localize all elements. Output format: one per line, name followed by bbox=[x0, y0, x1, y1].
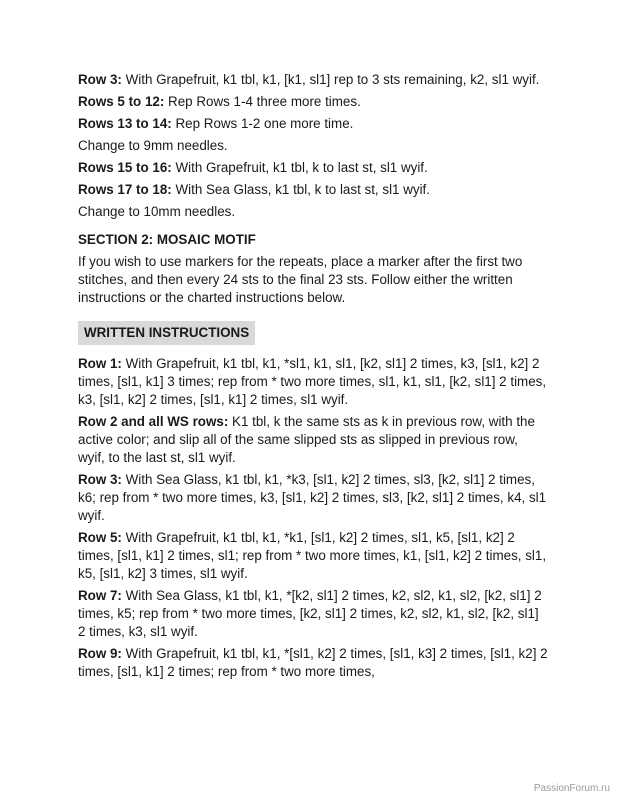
row-7: Row 7: With Sea Glass, k1 tbl, k1, *[k2, sl1] 2 times, k2, sl2, k1, sl2, [k2, sl1] 2 times, k5; rep from * two more times, [k2, sl1] 2 times, k2, sl2, k1, sl2, [k2, sl1] 2 times, k3, sl1 wyif. bbox=[78, 588, 542, 639]
row-3-top: Row 3: With Grapefruit, k1 tbl, k1, [k1, sl1] rep to 3 sts remaining, k2, sl1 wyif. bbox=[78, 72, 540, 87]
row-2-ws: Row 2 and all WS rows: K1 tbl, k the same sts as k in previous row, with the active color; and slip all of the same slipped sts as slipped in previous row, wyif, to the last st, sl1 wyif. bbox=[78, 414, 535, 465]
needle-change-10mm: Change to 10mm needles. bbox=[78, 204, 236, 219]
rows-written bbox=[78, 355, 548, 681]
written-instructions-heading: WRITTEN INSTRUCTIONS bbox=[78, 321, 255, 345]
rows-5-12: Rows 5 to 12: Rep Rows 1-4 three more times. bbox=[78, 94, 361, 109]
row-9: Row 9: With Grapefruit, k1 tbl, k1, *[sl1, k2] 2 times, [sl1, k3] 2 times, [sl1, k2] 2 times, [sl1, k1] 2 times; rep from * two more times, bbox=[78, 646, 548, 679]
row-1: Row 1: With Grapefruit, k1 tbl, k1, *sl1, k1, sl1, [k2, sl1] 2 times, k3, [sl1, k2] 2 times, [sl1, k1] 3 times; rep from * two more times, sl1, k1, sl1, [k2, sl1] 2 times, k3, [sl1, k2] 2 times, [sl1, k1] 2 times, sl1 wyif. bbox=[78, 356, 547, 407]
section-2-intro: If you wish to use markers for the repeats, place a marker after the first two stitches, and then every 24 sts to the final 23 sts. Follow either the written instructions or the charted instructions below. bbox=[78, 254, 523, 305]
rows-13-14: Rows 13 to 14: Rep Rows 1-2 one more time. bbox=[78, 116, 354, 131]
document-page bbox=[78, 71, 548, 685]
rows-17-18: Rows 17 to 18: With Sea Glass, k1 tbl, k to last st, sl1 wyif. bbox=[78, 182, 430, 197]
row-5: Row 5: With Grapefruit, k1 tbl, k1, *k1, [sl1, k2] 2 times, sl1, k5, [sl1, k2] 2 times, [sl1, k1] 2 times, sl1; rep from * two more times, k1, [sl1, k2] 2 times, sl1, k5, [sl1, k2] 3 times, sl1 wyif. bbox=[78, 530, 547, 581]
rows-top bbox=[78, 71, 548, 221]
watermark-text: PassionForum.ru bbox=[533, 783, 610, 794]
row-3: Row 3: With Sea Glass, k1 tbl, k1, *k3, [sl1, k2] 2 times, sl3, [k2, sl1] 2 times, k6; rep from * two more times, k3, [sl1, k2] 2 times, sl3, [k2, sl1] 2 times, k4, sl1 wyif. bbox=[78, 472, 547, 523]
section-2-heading: SECTION 2: MOSAIC MOTIF bbox=[78, 232, 256, 247]
rows-15-16: Rows 15 to 16: With Grapefruit, k1 tbl, k to last st, sl1 wyif. bbox=[78, 160, 428, 175]
needle-change-9mm: Change to 9mm needles. bbox=[78, 138, 228, 153]
